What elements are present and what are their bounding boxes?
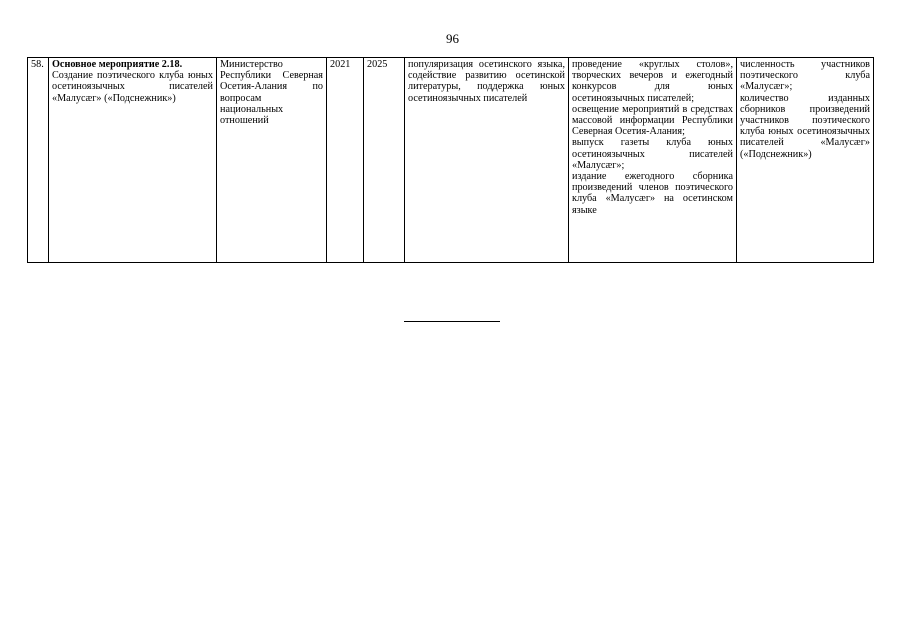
year-start-cell: 2021 <box>327 58 364 263</box>
event-heading: Основное мероприятие 2.18. <box>52 59 183 70</box>
indicator-item: численность участников поэтического клуба «Малусæг»; <box>740 59 870 93</box>
measures-table <box>27 57 874 263</box>
row-number: 58. <box>28 58 49 263</box>
page-number: 96 <box>446 31 459 46</box>
executor-cell: Министерство Республики Северная Осетия-Алания по вопросам национальных отношений <box>217 58 327 263</box>
indicator-item: количество изданных сборников произведений участников поэтического клуба юных осетиноязычных писателей «Малусæг» («Подснежник») <box>740 92 870 160</box>
event-text: Создание поэтического клуба юных осетиноязычных писателей «Малусæг» («Подснежник») <box>52 70 213 104</box>
goal-cell: популяризация осетинского языка, содействие развитию осетинской литературы, поддержка юных осетиноязычных писателей <box>405 58 569 263</box>
end-divider-line <box>404 321 500 322</box>
activity-item: издание ежегодного сборника произведений членов поэтического клуба «Малусæг» на осетинском языке <box>572 171 733 216</box>
activity-item: освещение мероприятий в средствах массовой информации Республики Северная Осетия-Алания; <box>572 103 733 138</box>
activities-cell <box>569 58 737 263</box>
year-end-cell: 2025 <box>364 58 405 263</box>
activity-item: выпуск газеты клуба юных осетиноязычных писателей «Малусæг»; <box>572 137 733 171</box>
event-name-cell <box>49 58 217 263</box>
table-row <box>28 58 874 263</box>
indicators-cell <box>737 58 874 263</box>
activity-item: проведение «круглых столов», творческих вечеров и ежегодный конкурсов для юных осетиноязычных писателей; <box>572 59 733 104</box>
